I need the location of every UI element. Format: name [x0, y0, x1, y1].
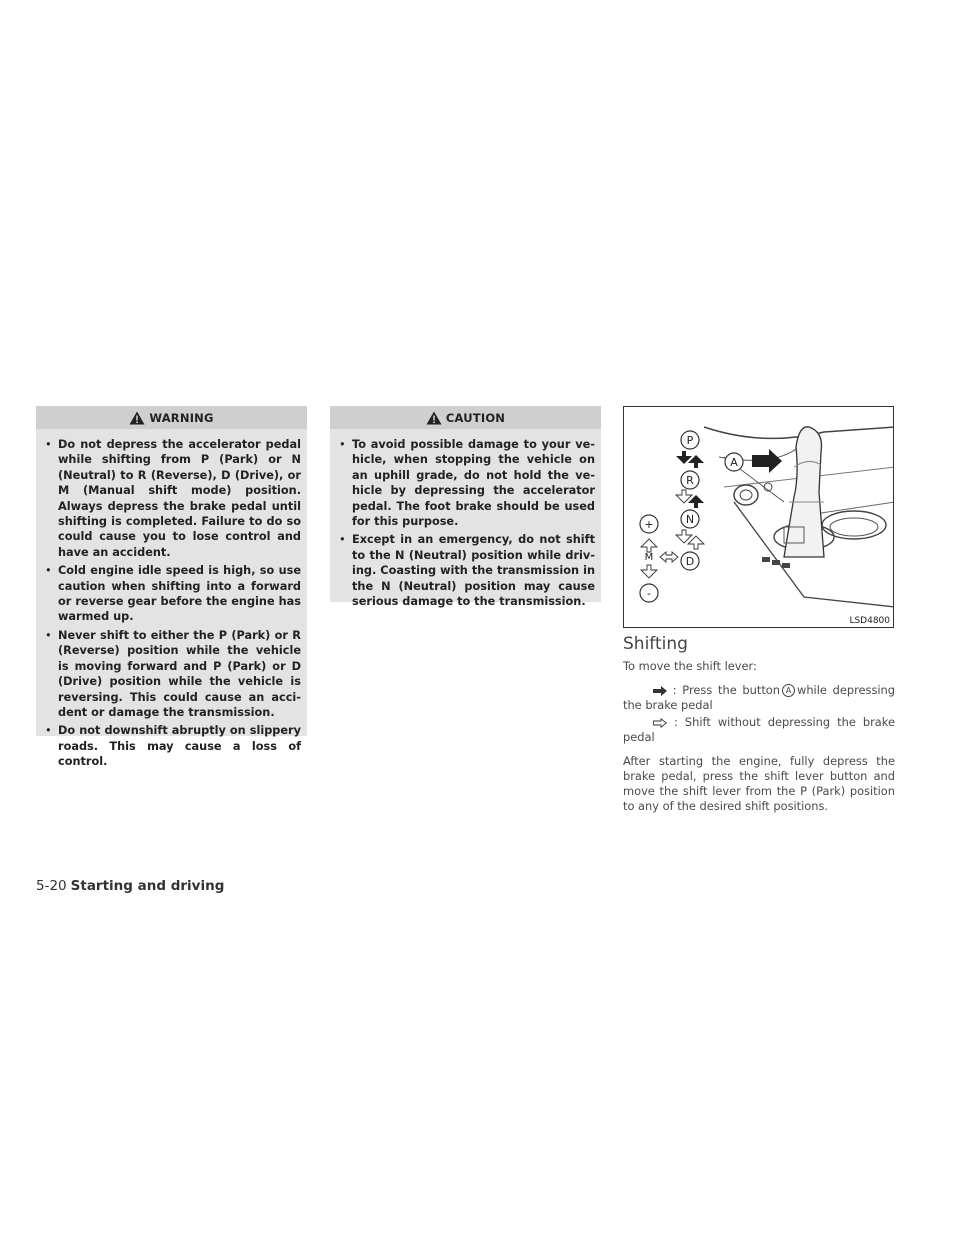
section-title: Shifting: [623, 634, 688, 654]
figure-label-n: N: [685, 513, 695, 526]
solid-arrow-text-1: : Press the button: [672, 683, 780, 697]
warning-title: WARNING: [149, 410, 214, 425]
warning-item: • Never shift to either the P (Park) or R (Reverse) position while the vehicle is moving forward and P (Park) or D (Drive) position while the vehicle is reversing. This could cause an accident or damage the transmission.: [40, 628, 301, 720]
warning-item: • Cold engine idle speed is high, so use caution when shifting into a forward or reverse gear before the engine has warmed up.: [40, 563, 301, 625]
caution-header: [330, 406, 601, 429]
solid-arrow-description: [623, 683, 895, 713]
figure-label-m: M: [644, 552, 654, 563]
caution-item: • To avoid possible damage to your vehicle, when stopping the vehicle on an uphill grade, do not hold the vehicle by depressing the accelerator pedal. The foot brake should be used for this purpose.: [334, 437, 595, 529]
warning-box: [36, 406, 307, 769]
figure-label-d: D: [685, 555, 695, 568]
warning-list: [36, 429, 307, 781]
page-number: 5-20: [36, 878, 67, 894]
hollow-arrow-text: : Shift without depressing the brake pedal: [623, 715, 895, 744]
chapter-title: Starting and driving: [70, 878, 225, 894]
caution-title: CAUTION: [445, 410, 506, 425]
hollow-arrow-icon: [653, 718, 667, 728]
warning-item: • Do not depress the accelerator pedal while shifting from P (Park) or N (Neutral) to R (Reverse), D (Drive), or M (Manual shift mode) position. Always depress the brake pedal until shifting is completed. Failure to do so could cause you to lose control and have an accident.: [40, 437, 301, 560]
figure-label-p: P: [686, 434, 694, 447]
button-a-label: A: [782, 684, 795, 697]
caution-icon: [426, 411, 442, 425]
hollow-arrow-description: [623, 715, 895, 745]
shift-intro: To move the shift lever:: [623, 659, 757, 673]
solid-arrow-text-2: while depressing the brake pedal: [623, 683, 895, 712]
page-footer: [36, 878, 224, 894]
figure-label-a: A: [730, 456, 738, 469]
figure-code: LSD4800: [849, 616, 890, 626]
caution-box: [330, 406, 601, 609]
shift-lever-illustration: [624, 407, 894, 628]
warning-icon: [129, 411, 145, 425]
warning-item: • Do not downshift abruptly on slippery roads. This may cause a loss of control.: [40, 723, 301, 769]
figure-label-minus: -: [647, 587, 651, 600]
caution-item: • Except in an emergency, do not shift to the N (Neutral) position while driving. Coasting with the transmission in the N (Neutral) position may cause serious damage to the transmission.: [334, 532, 595, 609]
solid-arrow-icon: [653, 686, 667, 696]
caution-list: [330, 429, 601, 620]
figure-label-r: R: [686, 474, 694, 487]
warning-header: [36, 406, 307, 429]
shift-lever-figure: [623, 406, 894, 628]
after-start-text: After starting the engine, fully depress the brake pedal, press the shift lever button and move the shift lever from the P (Park) position to any of the desired shift positions.: [623, 754, 895, 813]
figure-label-plus: +: [644, 518, 654, 531]
